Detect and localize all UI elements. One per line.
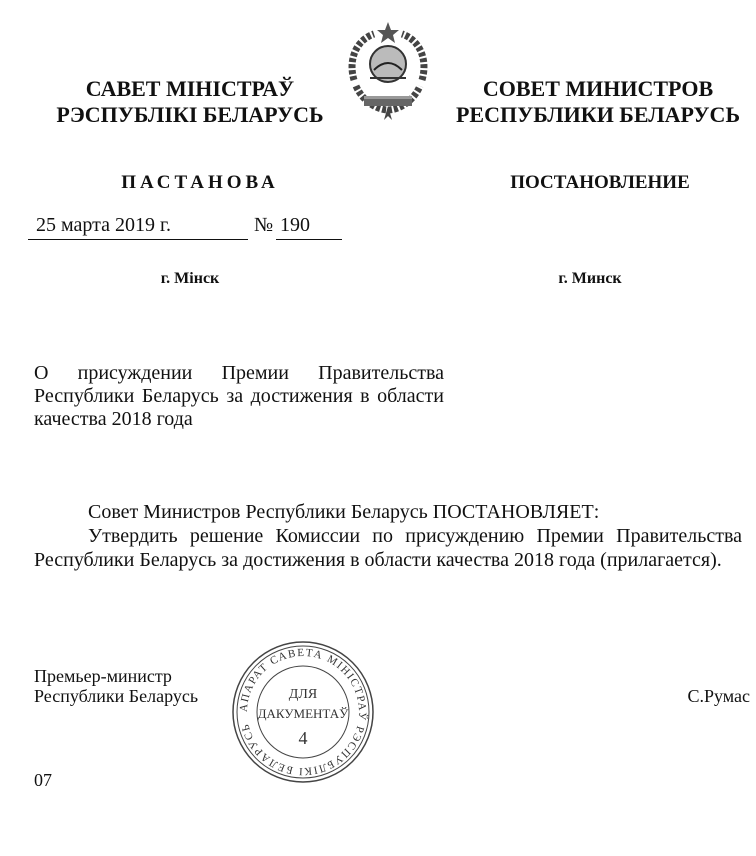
stamp-ring-text: АПАРАТ САВЕТА МІНІСТРАЎ РЭСПУБЛІКІ БЕЛАРУСЬ (237, 646, 369, 778)
header-ru-line1: СОВЕТ МИНИСТРОВ (482, 76, 714, 101)
document-number: 190 (280, 214, 310, 236)
signatory-name: С.Румас (687, 686, 750, 706)
stamp-line1: ДЛЯ (288, 687, 318, 702)
header-ru-line2: РЕСПУБЛИКИ БЕЛАРУСЬ (455, 102, 740, 127)
document-subject: О присуждении Премии Правительства Республики Беларусь за достижения в области качества 2018 года (34, 362, 444, 430)
header-by-line1: САВЕТ МІНІСТРАЎ (85, 76, 295, 101)
stamp-line2: ДАКУМЕНТАЎ (257, 706, 349, 721)
registration-line (28, 214, 358, 242)
belarus-state-emblem-icon (340, 20, 436, 122)
header-belarusian (30, 76, 350, 128)
number-sign: № (254, 214, 274, 236)
doc-type-russian: ПОСТАНОВЛЕНИЕ (510, 172, 690, 193)
city-russian: г. Минск (558, 270, 622, 287)
doc-type-belarusian: ПАСТАНОВА (121, 172, 279, 193)
signatory-position-line2: Республики Беларусь (34, 686, 199, 706)
number-underline (276, 239, 342, 240)
city-belarusian: г. Мінск (160, 270, 220, 287)
header-by-line2: РЭСПУБЛІКІ БЕЛАРУСЬ (56, 102, 324, 127)
header-russian (448, 76, 748, 128)
date-underline (28, 239, 248, 240)
decree-paragraph: Утвердить решение Комиссии по присуждению Премии Правительства Республики Беларусь за достижения в области качества 2018 года (прилагается). (34, 525, 742, 571)
decree-statement: Совет Министров Республики Беларусь ПОСТАНОВЛЯЕТ: (88, 501, 600, 523)
signatory-position (34, 666, 254, 706)
footnote-code: 07 (34, 770, 52, 790)
official-stamp (228, 638, 378, 786)
stamp-line3: 4 (298, 728, 308, 748)
signatory-position-line1: Премьер-министр (34, 666, 172, 686)
document-date: 25 марта 2019 г. (36, 214, 171, 236)
